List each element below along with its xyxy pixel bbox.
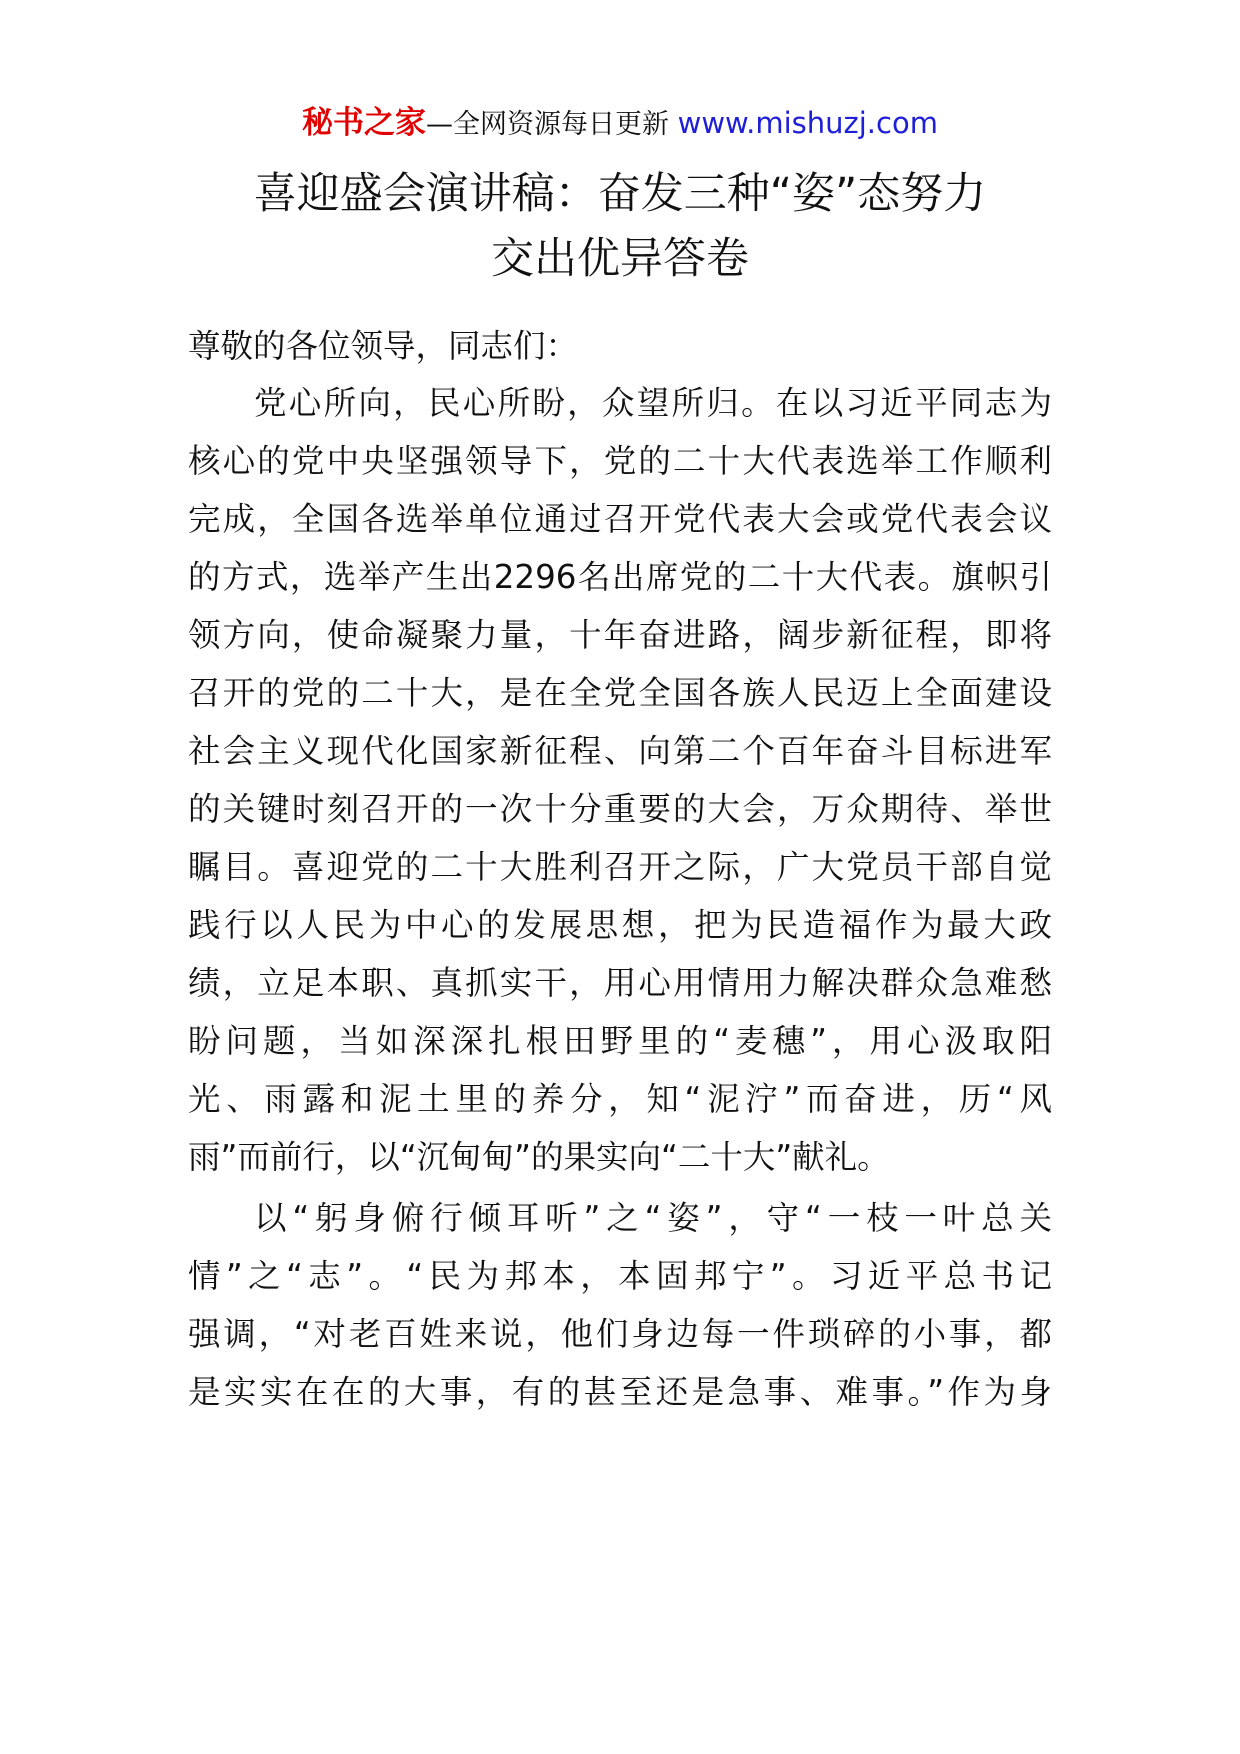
paragraph-line: 践行以人民为中心的发展思想，把为民造福作为最大政: [188, 906, 1052, 944]
paragraph-line: 的方式，选举产生出2296名出席党的二十大代表。旗帜引: [188, 558, 1052, 596]
paragraph-line: 情”之“志”。“民为邦本，本固邦宁”。习近平总书记: [188, 1257, 1052, 1295]
brand-name: 秘书之家: [302, 105, 427, 141]
paragraph-line: 雨”而前行，以“沉甸甸”的果实向“二十大”献礼。: [188, 1138, 890, 1176]
paragraph-line: 的关键时刻召开的一次十分重要的大会，万众期待、举世: [188, 790, 1052, 828]
paragraph-line: 社会主义现代化国家新征程、向第二个百年奋斗目标进军: [188, 732, 1052, 770]
site-url-link[interactable]: www.mishuzj.com: [677, 106, 938, 140]
paragraph-line: 党心所向，民心所盼，众望所归。在以习近平同志为: [254, 384, 1052, 422]
paragraph-line: 强调，“对老百姓来说，他们身边每一件琐碎的小事，都: [188, 1315, 1052, 1353]
paragraph-line: 领方向，使命凝聚力量，十年奋进路，阔步新征程，即将: [188, 616, 1052, 654]
document-title-line-2: 交出优异答卷: [491, 234, 749, 284]
paragraph-line: 是实实在在的大事，有的甚至还是急事、难事。”作为身: [188, 1373, 1052, 1411]
paragraph-line: 核心的党中央坚强领导下，党的二十大代表选举工作顺利: [188, 442, 1052, 480]
paragraph-line: 绩，立足本职、真抓实干，用心用情用力解决群众急难愁: [188, 964, 1052, 1002]
document-title-line-1: 喜迎盛会演讲稿：奋发三种“姿”态努力: [253, 169, 987, 219]
paragraph-line: 以“躬身俯行倾耳听”之“姿”，守“一枝一叶总关: [254, 1199, 1052, 1237]
paragraph-line: 完成，全国各选举单位通过召开党代表大会或党代表会议: [188, 500, 1052, 538]
paragraph-line: 盼问题，当如深深扎根田野里的“麦穗”，用心汲取阳: [188, 1022, 1052, 1060]
paragraph-line: 瞩目。喜迎党的二十大胜利召开之际，广大党员干部自觉: [188, 848, 1052, 886]
header-tagline: —全网资源每日更新: [426, 109, 678, 140]
site-header: [0, 103, 1240, 145]
paragraph-line: 召开的党的二十大，是在全党全国各族人民迈上全面建设: [188, 674, 1052, 712]
salutation: 尊敬的各位领导，同志们：: [188, 327, 579, 365]
paragraph-line: 光、雨露和泥土里的养分，知“泥泞”而奋进，历“风: [188, 1080, 1052, 1118]
